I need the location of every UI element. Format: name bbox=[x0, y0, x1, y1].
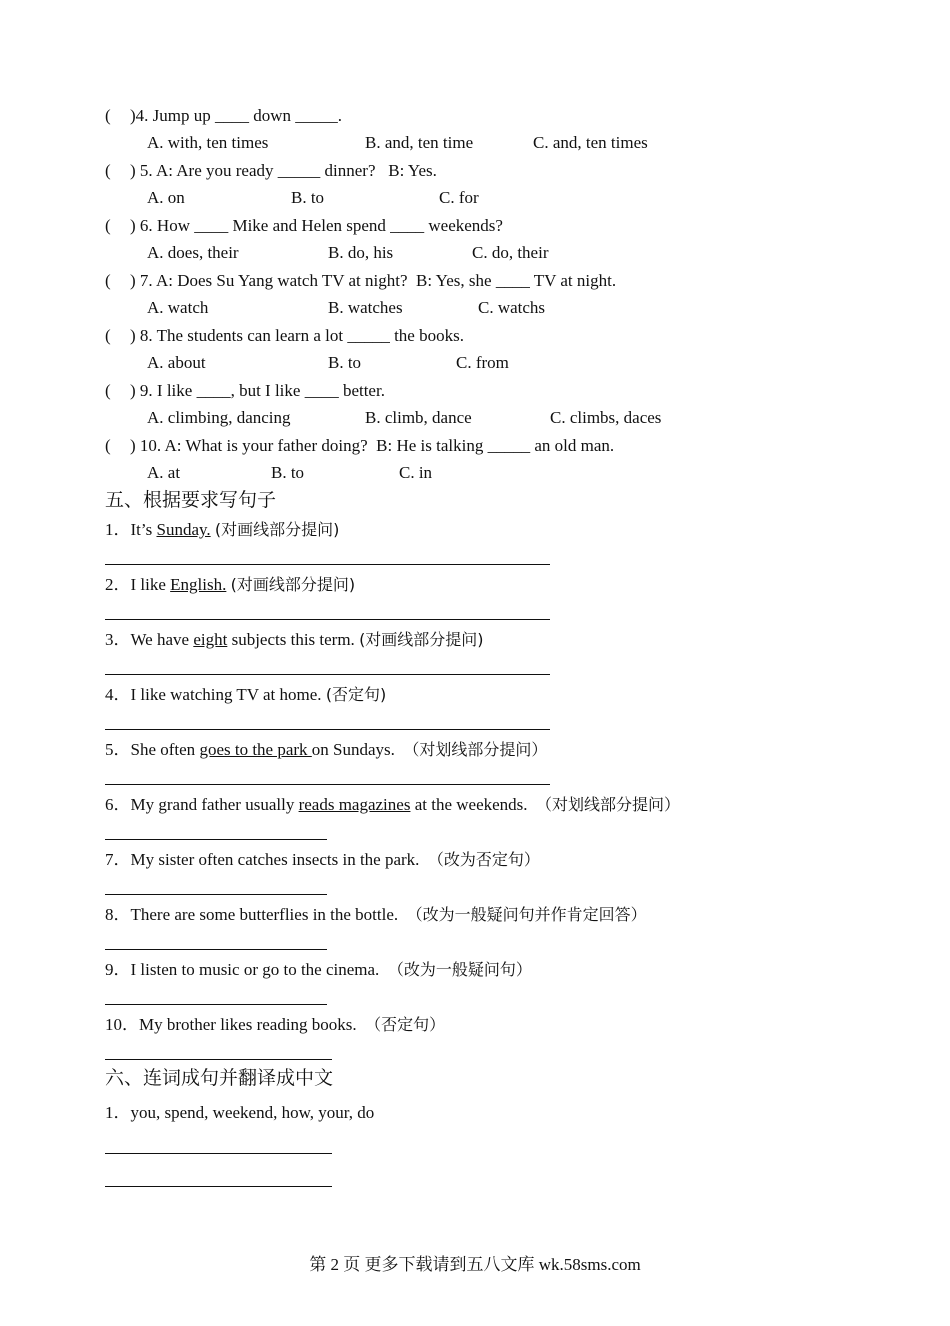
answer-line[interactable] bbox=[105, 949, 327, 950]
option-c: C. watchs bbox=[478, 298, 546, 317]
option-a: A. climbing, dancing bbox=[147, 408, 291, 427]
item-number: 10． bbox=[105, 1015, 139, 1034]
answer-line[interactable] bbox=[105, 1153, 332, 1154]
page-footer: 第 2 页 更多下载请到五八文库 wk.58sms.com bbox=[309, 1255, 641, 1274]
item-text-tail: subjects this term. bbox=[227, 630, 360, 649]
item-text: you, spend, weekend, how, your, do bbox=[130, 1103, 375, 1122]
option-a: A. about bbox=[147, 353, 206, 372]
answer-paren: ( bbox=[105, 161, 111, 180]
item-text: I listen to music or go to the cinema. bbox=[130, 960, 388, 979]
item-text: I like watching TV at home. bbox=[130, 685, 326, 704]
instruction-note: （对划线部分提问） bbox=[403, 740, 548, 759]
instruction-note: (对画线部分提问) bbox=[214, 520, 340, 539]
answer-line[interactable] bbox=[105, 784, 550, 785]
option-a: A. does, their bbox=[147, 243, 239, 262]
question-stem: )4. Jump up ____ down _____. bbox=[130, 106, 343, 125]
instruction-note: (对画线部分提问) bbox=[230, 575, 356, 594]
option-b: B. watches bbox=[328, 298, 403, 317]
instruction-note: （改为否定句） bbox=[427, 850, 540, 869]
underlined-part: eight bbox=[193, 630, 228, 649]
item-number: 1． bbox=[105, 1103, 131, 1122]
instruction-note: (对画线部分提问) bbox=[359, 630, 484, 649]
item-number: 1． bbox=[105, 520, 131, 539]
item-text: There are some butterflies in the bottle. bbox=[130, 905, 407, 924]
item-text: My brother likes reading books. bbox=[139, 1015, 366, 1034]
item-number: 4． bbox=[105, 685, 131, 704]
item-number: 9． bbox=[105, 960, 131, 979]
answer-paren: ( bbox=[105, 381, 111, 400]
option-c: C. for bbox=[439, 188, 479, 207]
item-number: 8． bbox=[105, 905, 131, 924]
section-5-heading: 五、根据要求写句子 bbox=[105, 489, 277, 511]
question-stem: ) 8. The students can learn a lot _____ the books. bbox=[130, 326, 464, 345]
answer-line[interactable] bbox=[105, 674, 550, 675]
answer-paren: ( bbox=[105, 106, 111, 125]
item-text: My sister often catches insects in the park. bbox=[130, 850, 428, 869]
item-text: I like bbox=[130, 575, 171, 594]
option-b: B. to bbox=[328, 353, 362, 372]
option-b: B. climb, dance bbox=[365, 408, 472, 427]
instruction-note: （改为一般疑问句并作肯定回答） bbox=[406, 905, 647, 924]
item-text-tail: at the weekends. bbox=[410, 795, 537, 814]
answer-line[interactable] bbox=[105, 729, 550, 730]
translation-line[interactable] bbox=[105, 1186, 332, 1187]
option-a: A. at bbox=[147, 463, 181, 482]
item-number: 7． bbox=[105, 850, 131, 869]
instruction-note: （否定句） bbox=[365, 1015, 446, 1034]
instruction-note: (否定句) bbox=[325, 685, 387, 704]
underlined-part: goes to the park bbox=[199, 740, 312, 759]
item-text: She often bbox=[130, 740, 200, 759]
answer-paren: ( bbox=[105, 436, 111, 455]
option-b: B. do, his bbox=[328, 243, 394, 262]
answer-line[interactable] bbox=[105, 564, 550, 565]
option-b: B. to bbox=[291, 188, 325, 207]
option-b: B. and, ten time bbox=[365, 133, 474, 152]
question-stem: ) 7. A: Does Su Yang watch TV at night? B: Yes, she ____ TV at night. bbox=[130, 271, 617, 290]
item-text: It’s bbox=[130, 520, 157, 539]
answer-paren: ( bbox=[105, 326, 111, 345]
option-a: A. watch bbox=[147, 298, 209, 317]
option-a: A. with, ten times bbox=[147, 133, 269, 152]
section-6-heading: 六、连词成句并翻译成中文 bbox=[105, 1067, 334, 1089]
item-number: 3． bbox=[105, 630, 131, 649]
option-c: C. do, their bbox=[472, 243, 549, 262]
underlined-part: Sunday. bbox=[156, 520, 211, 539]
answer-paren: ( bbox=[105, 271, 111, 290]
item-number: 2． bbox=[105, 575, 131, 594]
item-number: 6． bbox=[105, 795, 131, 814]
question-stem: ) 6. How ____ Mike and Helen spend ____ weekends? bbox=[130, 216, 503, 235]
question-stem: ) 10. A: What is your father doing? B: He is talking _____ an old man. bbox=[130, 436, 615, 455]
question-stem: ) 5. A: Are you ready _____ dinner? B: Yes. bbox=[130, 161, 437, 180]
answer-line[interactable] bbox=[105, 619, 550, 620]
item-number: 5． bbox=[105, 740, 131, 759]
item-text: My grand father usually bbox=[130, 795, 299, 814]
answer-line[interactable] bbox=[105, 1059, 332, 1060]
item-text-tail: on Sundays. bbox=[311, 740, 404, 759]
underlined-part: English. bbox=[170, 575, 227, 594]
answer-paren: ( bbox=[105, 216, 111, 235]
option-c: C. in bbox=[399, 463, 433, 482]
option-b: B. to bbox=[271, 463, 305, 482]
option-a: A. on bbox=[147, 188, 185, 207]
option-c: C. from bbox=[456, 353, 509, 372]
option-c: C. and, ten times bbox=[533, 133, 648, 152]
answer-line[interactable] bbox=[105, 839, 327, 840]
underlined-part: reads magazines bbox=[298, 795, 411, 814]
question-stem: ) 9. I like ____, but I like ____ better. bbox=[130, 381, 385, 400]
instruction-note: （对划线部分提问） bbox=[536, 795, 681, 814]
instruction-note: （改为一般疑问句） bbox=[387, 960, 532, 979]
item-text: We have bbox=[130, 630, 194, 649]
option-c: C. climbs, daces bbox=[550, 408, 662, 427]
answer-line[interactable] bbox=[105, 894, 327, 895]
answer-line[interactable] bbox=[105, 1004, 327, 1005]
